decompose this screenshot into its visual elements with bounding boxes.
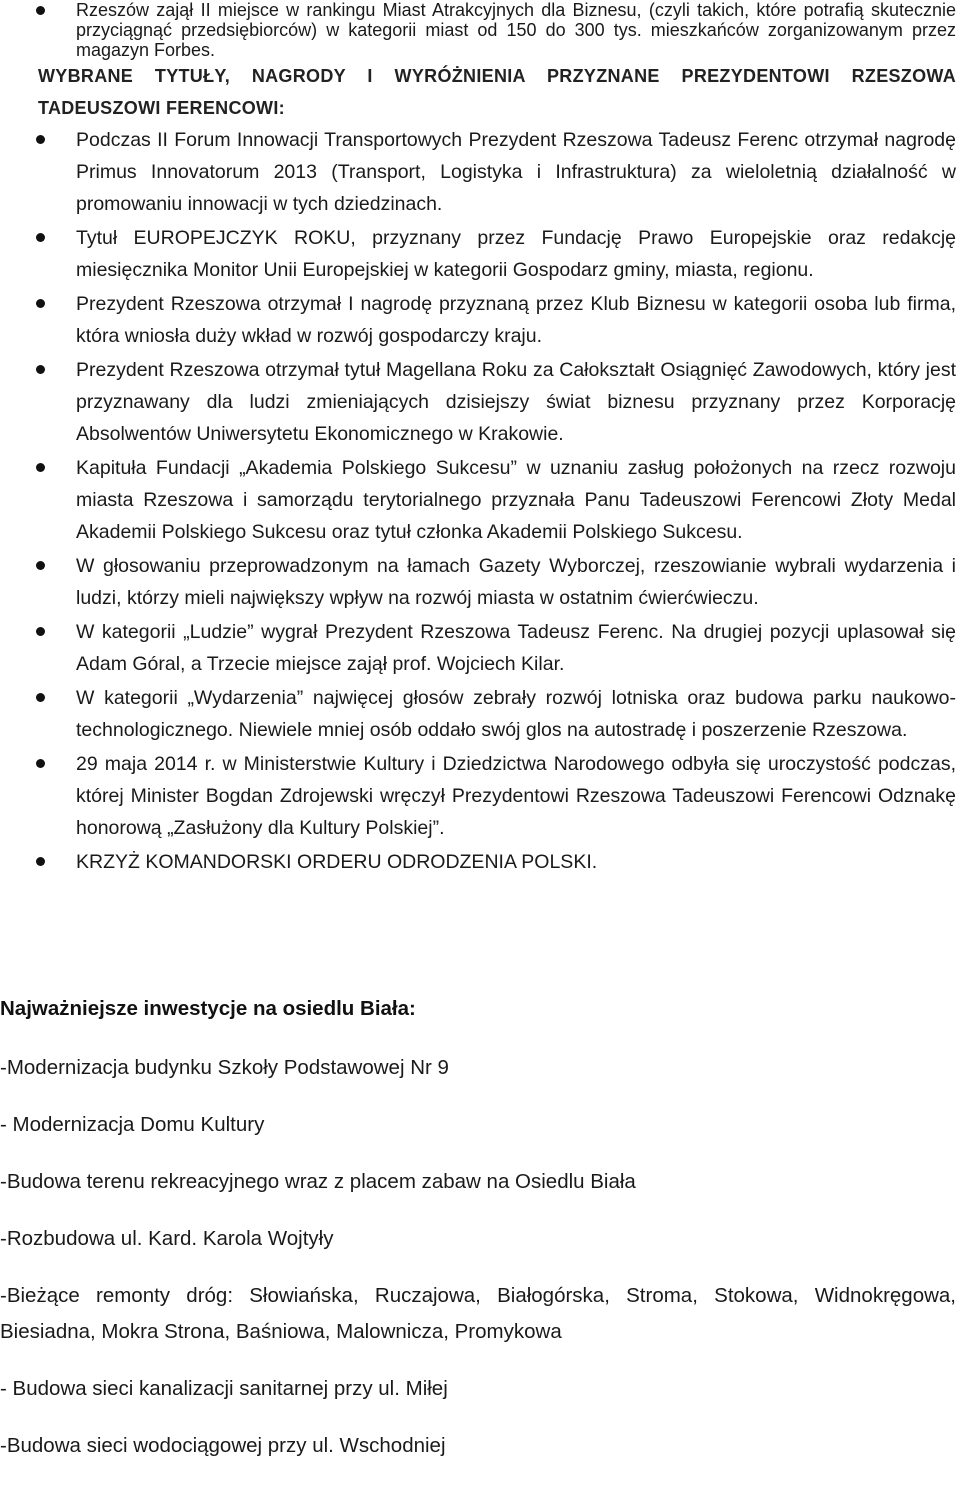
list-item <box>0 748 960 844</box>
list-item: - Budowa sieci kanalizacji sanitarnej przy ul. Miłej <box>0 1377 448 1400</box>
list-item <box>0 288 960 352</box>
list-item <box>0 124 960 220</box>
investments-title: Najważniejsze inwestycje na osiedlu Biała: <box>0 997 416 1020</box>
list-item: -Budowa sieci wodociągowej przy ul. Wschodniej <box>0 1434 446 1457</box>
bullet-icon <box>36 759 45 768</box>
intro-list <box>0 0 960 60</box>
list-item-text: Prezydent Rzeszowa otrzymał tytuł Magellana Roku za Całokształt Osiągnięć Zawodowych, który jest przyznawany dla ludzi zmieniających dzisiejszy świat biznesu przyznany przez Korporację Absolwentów Uniwersytetu Ekonomicznego w Krakowie. <box>76 359 956 445</box>
awards-list <box>0 124 960 878</box>
list-item <box>0 354 960 450</box>
bullet-icon <box>36 857 45 866</box>
list-item <box>0 550 960 614</box>
bullet-icon <box>36 6 45 15</box>
bullet-icon <box>36 561 45 570</box>
list-item-text: 29 maja 2014 r. w Ministerstwie Kultury i Dziedzictwa Narodowego odbyła się uroczystość podczas, której Minister Bogdan Zdrojewski wręczył Prezydentowi Rzeszowa Tadeuszowi Ferencowi Odznakę honorową „Zasłużony dla Kultury Polskiej”. <box>76 753 956 839</box>
list-item: - Modernizacja Domu Kultury <box>0 1113 265 1136</box>
bullet-icon <box>36 135 45 144</box>
list-item <box>0 0 960 60</box>
list-item-text: Rzeszów zajął II miejsce w rankingu Miast Atrakcyjnych dla Biznesu, (czyli takich, które potrafią skutecznie przyciągnąć przedsiębiorców) w kategorii miast od 150 do 300 tys. mieszkańców zorganizowanym przez magazyn Forbes. <box>76 0 956 60</box>
list-item-text: W kategorii „Wydarzenia” najwięcej głosów zebrały rozwój lotniska oraz budowa parku naukowo-technologicznego. Niewiele mniej osób oddało swój glos na autostradę i poszerzenie Rzeszowa. <box>76 687 956 741</box>
bullet-icon <box>36 233 45 242</box>
bullet-icon <box>36 299 45 308</box>
bullet-icon <box>36 627 45 636</box>
list-item-text: Tytuł EUROPEJCZYK ROKU, przyznany przez Fundację Prawo Europejskie oraz redakcję miesięcznika Monitor Unii Europejskiej w kategorii Gospodarz gminy, miasta, regionu. <box>76 227 956 281</box>
bullet-icon <box>36 693 45 702</box>
list-item-text: Prezydent Rzeszowa otrzymał I nagrodę przyznaną przez Klub Biznesu w kategorii osoba lub firma, która wniosła duży wkład w rozwój gospodarczy kraju. <box>76 293 956 347</box>
list-item <box>0 846 960 878</box>
list-item <box>0 222 960 286</box>
list-item-text: KRZYŻ KOMANDORSKI ORDERU ODRODZENIA POLSKI. <box>76 851 598 873</box>
list-item <box>0 452 960 548</box>
investments-list <box>0 1050 956 1485</box>
list-item: -Modernizacja budynku Szkoły Podstawowej Nr 9 <box>0 1056 449 1079</box>
list-item: -Budowa terenu rekreacyjnego wraz z placem zabaw na Osiedlu Biała <box>0 1170 636 1193</box>
list-item <box>0 616 960 680</box>
bullet-icon <box>36 463 45 472</box>
list-item: -Rozbudowa ul. Kard. Karola Wojtyły <box>0 1227 334 1250</box>
bullet-icon <box>36 365 45 374</box>
list-item-text: W głosowaniu przeprowadzonym na łamach Gazety Wyborczej, rzeszowianie wybrali wydarzenia i ludzi, którzy mieli największy wpływ na rozwój miasta w ostatnim ćwierćwieczu. <box>76 555 956 609</box>
list-item-text: W kategorii „Ludzie” wygrał Prezydent Rzeszowa Tadeusz Ferenc. Na drugiej pozycji uplasował się Adam Góral, a Trzecie miejsce zajął prof. Wojciech Kilar. <box>76 621 956 675</box>
list-item <box>0 682 960 746</box>
list-item: -Bieżące remonty dróg: Słowiańska, Ruczajowa, Białogórska, Stroma, Stokowa, Widnokręgowa, Biesiadna, Mokra Strona, Baśniowa, Malownicza, Promykowa <box>0 1284 956 1343</box>
list-item-text: Kapituła Fundacji „Akademia Polskiego Sukcesu” w uznaniu zasług położonych na rzecz rozwoju miasta Rzeszowa i samorządu terytorialnego przyznała Panu Tadeuszowi Ferencowi Złoty Medal Akademii Polskiego Sukcesu oraz tytuł członka Akademii Polskiego Sukcesu. <box>76 457 956 543</box>
awards-heading: WYBRANE TYTUŁY, NAGRODY I WYRÓŻNIENIA PRZYZNANE PREZYDENTOWI RZESZOWA TADEUSZOWI FERENCOWI: <box>38 66 956 118</box>
list-item-text: Podczas II Forum Innowacji Transportowych Prezydent Rzeszowa Tadeusz Ferenc otrzymał nagrodę Primus Innovatorum 2013 (Transport, Logistyka i Infrastruktura) za wieloletnią działalność w promowaniu innowacji w tych dziedzinach. <box>76 129 956 215</box>
